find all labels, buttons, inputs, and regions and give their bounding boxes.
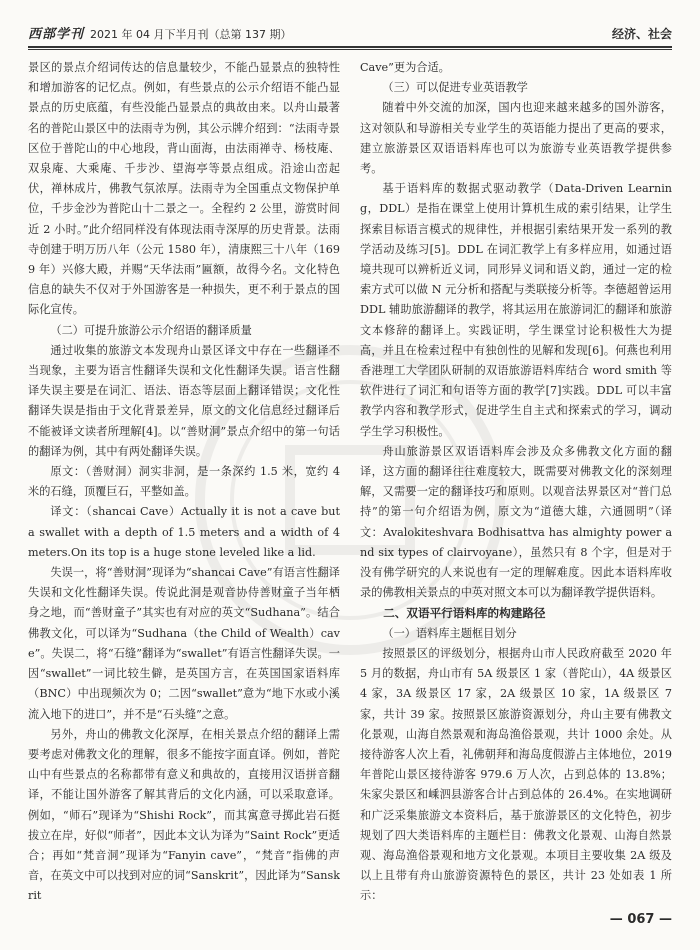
subsection-heading: （三）可以促进专业英语教学 xyxy=(382,81,528,95)
subsection-heading: （二）可提升旅游公示介绍语的翻译质量 xyxy=(50,323,252,337)
header-rule-thin xyxy=(28,49,672,50)
paragraph: 另外，舟山的佛教文化深厚，在相关景点介绍的翻译上需要考虑对佛教文化的理解，很多不能按字面直译。例如，普陀山中有些景点的名称都带有意义和典故的，直接用汉语拼音翻译，不能让国外游客了解其背后的文化内涵，可以采取意译。例如，“师石”现译为“Shishi Rock”，而其寓意寻掷此岩石挺拔立在岸，好似“师者”，因此本文认为译为“Saint Rock”更适合；再如“梵音洞”现译为“Fanyin cave”，“梵音”指佛的声音，在英文中可以找到对应的词“Sanskrit”，因此译为“Sanskrit xyxy=(28,727,340,903)
section-heading: 二、双语平行语料库的构建路径 xyxy=(383,606,546,621)
subsection-heading: （一）语料库主题框目划分 xyxy=(382,626,517,640)
left-column xyxy=(28,58,340,908)
paragraph: 随着中外交流的加深，国内也迎来越来越多的国外游客，这对领队和导游相关专业学生的英语能力提出了更高的要求，建立旅游景区双语语料库也可以为旅游专业英语教学提供参考。 xyxy=(360,101,672,176)
page-number: — 067 — xyxy=(609,912,672,927)
paragraph: 原文：（善财洞）洞实非洞，是一条深约 1.5 米，宽约 4 米的石缝，顶覆巨石，平整如盖。 xyxy=(28,465,340,499)
right-column xyxy=(360,58,672,908)
header-rule xyxy=(28,46,672,48)
paragraph: 舟山旅游景区双语语料库会涉及众多佛教文化方面的翻译，这方面的翻译往往难度较大，既需要对佛教文化的深刻理解，又需要一定的翻译技巧和原则。以观音法界景区对“普门总持”的第一句介绍语为例，原文为“道德大雄，六通圆明”（译文：Avalokiteshvara Bodhisattva has almighty power and six types of clairvoyane），虽然只有 8 个字，但是对于没有佛学研究的人来说也有一定的理解难度。因此本语料库收录的佛教相关景点的中英对照文本可以为翻译教学提供语料。 xyxy=(360,444,672,600)
paragraph: Cave”更为合适。 xyxy=(360,61,450,74)
issue-info: 2021 年 04 月下半月刊（总第 137 期） xyxy=(90,28,292,41)
paragraph: 按照景区的评级划分，根据舟山市人民政府截至 2020 年 5 月的数据，舟山市有 5A 级景区 1 家（普陀山），4A 级景区 4 家，3A 级景区 17 家，2A 级景区 10 家，1A 级景区 7 家，共计 39 家。按照景区旅游资源划分，舟山主要有佛教文化景观，山海自然景观和海岛渔俗景观，共计 1000 余处。从接待游客人次上看，礼佛朝拜和海岛度假游占主体地位，2019 年普陀山景区接待游客 979.6 万人次，占到总体的 13.8%；朱家尖景区和嵊泗县游客合计占到总体的 26.4%。在实地调研和广泛采集旅游文本资料后，基于旅游景区的文化特色，初步规划了四大类语料库的主题栏目：佛教文化景观、山海自然景观、海岛渔俗景观和地方文化景观。本项目主要收集 2A 级及以上且带有舟山旅游资源特色的景区，共计 23 处如表 1 所示： xyxy=(360,646,672,903)
paragraph: 译文：（shancai Cave）Actually it is not a cave but a swallet with a depth of 1.5 meters and a width of 4 meters.On its top is a huge stone leveled like a lid. xyxy=(28,505,340,559)
paragraph: 基于语料库的数据式驱动教学（Data-Driven Learning，DDL）是指在课堂上使用计算机生成的索引结果，让学生探索目标语言模式的规律性，并根据引索结果开发一系列的教学活动及练习[5]。DDL 在词汇教学上有多样应用，如通过语境共现可以辨析近义词，同形异义词和语义韵，通过一定的检索方式可以做 N 元分析和搭配与类联接分析等。李德超曾运用 DDL 辅助旅游翻译的教学，将其运用在旅游词汇的翻译和旅游文本修辞的翻译上。实践证明，学生课堂讨论积极性大为提高，并且在检索过程中有独创性的见解和发现[6]。何燕也利用香港理工大学团队研制的双语旅游语料库结合 word smith 等软件进行了词汇和句语等方面的教学[7]实践。DDL 可以丰富教学内容和教学形式，促进学生自主式和探索式的学习，调动学生学习积极性。 xyxy=(360,182,672,438)
paragraph: 失误一，将“善财洞”现译为“shancai Cave”有语言性翻译失误和文化性翻译失误。传说此洞是观音协侍善财童子当年栖身之地，而“善财童子”其实也有对应的英文“Sudhana”。结合佛教文化，可以译为“Sudhana（the Child of Wealth）cave”。失误二，将“石缝”翻译为“swallet”有语言性翻译失误。一因“swallet”一词比较生僻，是英国方言，在英国国家语料库（BNC）中出现频次为 0；二因“swallet”意为“地下水或小溪流入地下的进口”，并不是“石头缝”之意。 xyxy=(28,566,340,721)
paragraph: 景区的景点介绍词传达的信息量较少，不能凸显景点的独特性和增加游客的记忆点。例如，有些景点的公示介绍语不能凸显景点的历史底蕴，有些没能凸显景点的典故由来。以舟山最著名的普陀山景区中的法雨寺为例，其公示牌介绍到：“法雨寺景区位于普陀山的中心地段，背山面海，由法雨禅寺、杨枝庵、双泉庵、大乘庵、千步沙、望海亭等景点组成。沿途山峦起伏，禅林成片，佛教气氛浓厚。法雨寺为全国重点文物保护单位，千步金沙为普陀山十二景之一。全程约 2 公里，游赏时间近 2 小时。”此介绍同样没有体现法雨寺深厚的历史背景。法雨寺创建于明万历八年（公元 1580 年），清康熙三十八年（1699 年）兴修大殿，并赐“天华法雨”匾额，故得今名。文化特色信息的缺失不仅对于外国游客是一种损失，更不利于景点的国际化宣传。 xyxy=(28,61,340,317)
section-name: 经济、社会 xyxy=(611,27,672,41)
article-body xyxy=(28,58,672,908)
paragraph: 通过收集的旅游文本发现舟山景区译文中存在一些翻译不当现象，主要为语言性翻译失误和文化性翻译失误。语言性翻译失误主要是在词汇、语法、语态等层面上翻译错误；文化性翻译失误是指由于文化背景差异，原文的文化信息经过翻译后不能被译文读者所理解[4]。以“善财洞”景点介绍中的第一句话的翻译为例，其中有两处翻译失误。 xyxy=(28,343,340,458)
header-left xyxy=(28,23,292,46)
page-header xyxy=(28,12,672,46)
journal-logo: 西部学刊 xyxy=(28,27,85,42)
